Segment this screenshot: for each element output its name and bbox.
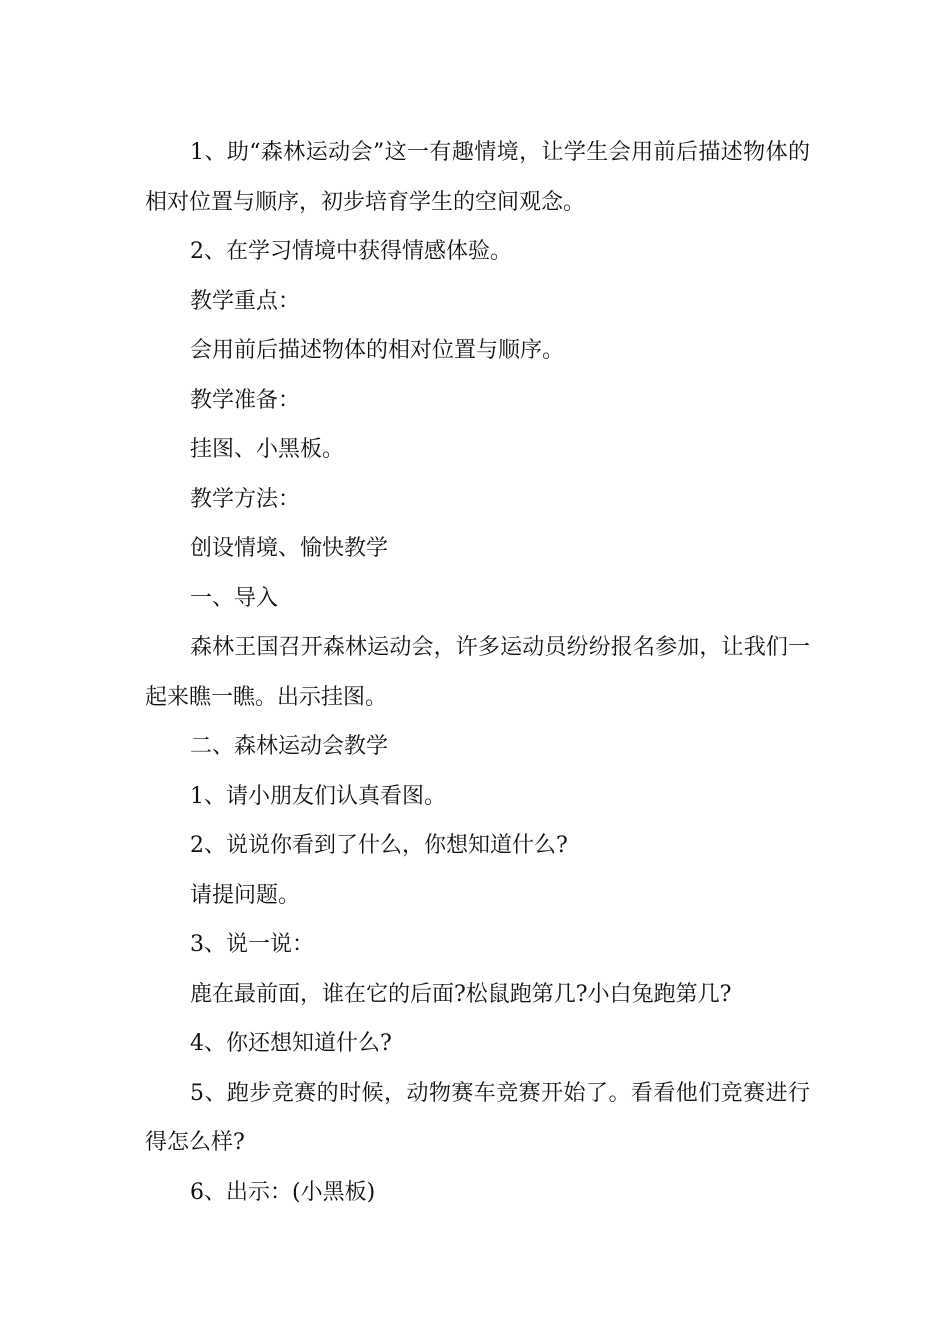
heading-teaching-method: 教学方法：: [190, 486, 301, 512]
step-2: 2、说说你看到了什么，你想知道什么?: [190, 833, 568, 858]
step-2-note: 请提问题。: [190, 882, 301, 908]
paragraph-teaching-method: 创设情境、愉快教学: [190, 536, 389, 561]
paragraph-objective-2: 2、在学习情境中获得情感体验。: [190, 239, 512, 264]
paragraph-teaching-focus: 会用前后描述物体的相对位置与顺序。: [190, 338, 565, 363]
paragraph-objective-1: 1、助“森林运动会”这一有趣情境，让学生会用前后描述物体的相对位置与顺序，初步培育学生的空间观念。: [145, 140, 810, 215]
step-4: 4、你还想知道什么?: [190, 1031, 392, 1056]
step-1: 1、请小朋友们认真看图。: [190, 783, 446, 809]
paragraph-introduction: 森林王国召开森林运动会，许多运动员纷纷报名参加，让我们一起来瞧一瞧。出示挂图。: [145, 635, 810, 710]
step-3: 3、说一说：: [190, 932, 314, 957]
heading-teaching-focus: 教学重点：: [190, 288, 301, 314]
section-heading-forest-games: 二、森林运动会教学: [190, 734, 389, 759]
step-5: 5、跑步竞赛的时候，动物赛车竞赛开始了。看看他们竞赛进行得怎么样?: [145, 1080, 810, 1155]
step-6: 6、出示：(小黑板): [190, 1179, 376, 1205]
section-heading-introduction: 一、导入: [190, 585, 279, 611]
heading-teaching-preparation: 教学准备：: [190, 387, 301, 413]
step-3-questions: 鹿在最前面，谁在它的后面?松鼠跑第几?小白兔跑第几?: [190, 981, 732, 1007]
paragraph-teaching-preparation: 挂图、小黑板。: [190, 437, 345, 462]
document-page: [145, 128, 810, 1217]
